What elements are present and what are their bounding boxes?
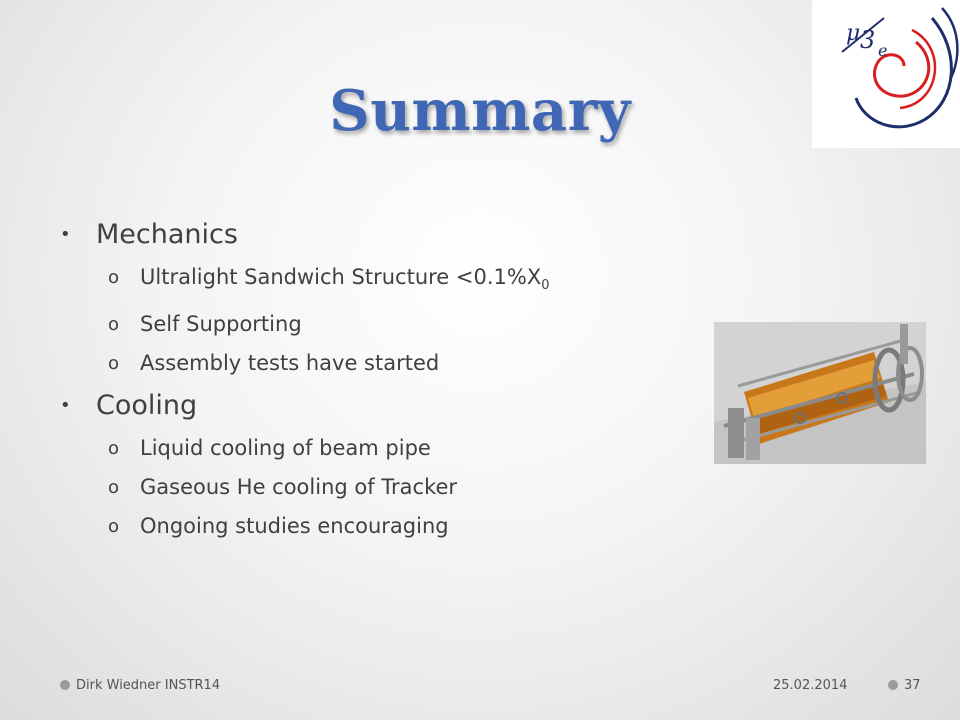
sub-bullet-text: Ongoing studies encouraging (140, 514, 449, 538)
footer-author (60, 678, 220, 693)
footer-page (888, 678, 921, 693)
bullet-icon: • (60, 224, 71, 245)
sub-bullet-icon: o (108, 516, 120, 537)
bullet-label: Mechanics (96, 219, 238, 250)
sub-bullet-item (60, 344, 700, 383)
sub-bullet-item (60, 429, 700, 468)
sub-bullet-icon: o (108, 438, 120, 459)
bullet-icon: • (60, 395, 71, 416)
sub-bullet-text: Ultralight Sandwich Structure <0.1%X (140, 265, 542, 289)
bullet-label: Cooling (96, 390, 198, 421)
svg-text:μ: μ (846, 21, 861, 46)
svg-text:3: 3 (860, 26, 876, 54)
bullet-list (60, 212, 700, 546)
detector-mockup-photo (714, 322, 926, 464)
sub-bullet-item (60, 507, 700, 546)
sub-bullet-item (60, 258, 700, 305)
footer-dot-icon (888, 680, 898, 690)
footer-author-text: Dirk Wiedner INSTR14 (76, 678, 221, 693)
bullet-mechanics (60, 212, 700, 258)
bullet-cooling (60, 383, 700, 429)
sub-bullet-icon: o (108, 267, 120, 288)
sub-bullet-text: Assembly tests have started (140, 351, 440, 375)
sub-bullet-text: Liquid cooling of beam pipe (140, 436, 431, 460)
sub-bullet-item (60, 305, 700, 344)
sub-bullet-text: Self Supporting (140, 312, 302, 336)
subscript-text: 0 (541, 278, 550, 293)
sub-bullet-icon: o (108, 353, 120, 374)
footer-dot-icon (60, 680, 70, 690)
sub-bullet-icon: o (108, 477, 120, 498)
page-number: 37 (904, 678, 921, 693)
footer-date: 25.02.2014 (773, 678, 848, 693)
sub-bullet-icon: o (108, 314, 120, 335)
sub-bullet-item (60, 468, 700, 507)
sub-bullet-text: Gaseous He cooling of Tracker (140, 475, 458, 499)
slide-title: Summary (329, 78, 631, 144)
svg-text:e: e (878, 41, 888, 60)
